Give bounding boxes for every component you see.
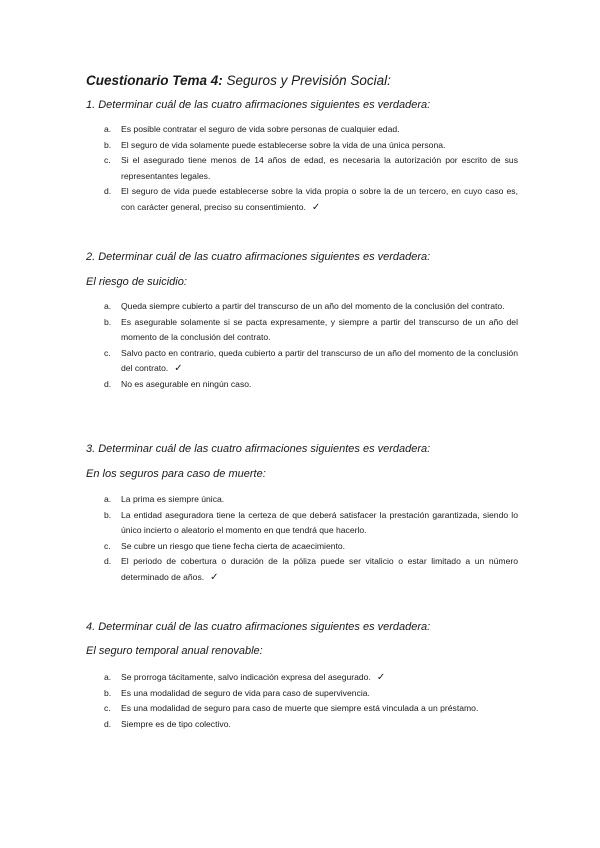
option-letter: a.: [104, 672, 112, 682]
option-text: [121, 701, 518, 717]
question-3-heading: 3. Determinar cuál de las cuatro afirmaciones siguientes es verdadera:: [86, 443, 431, 455]
question-1-heading: 1. Determinar cuál de las cuatro afirmaciones siguientes es verdadera:: [86, 99, 431, 111]
answer-option: [104, 492, 518, 508]
answer-option: [104, 184, 518, 215]
option-text: [121, 508, 518, 539]
option-text: [121, 539, 518, 555]
document-title: [86, 73, 391, 88]
option-letter: d.: [104, 718, 112, 729]
option-text-content: Queda siempre cubierto a partir del transcurso de un año del momento de la conclusión del contrato.: [121, 301, 505, 311]
question-3-subtitle: En los seguros para caso de muerte:: [86, 468, 266, 480]
option-letter: a.: [104, 124, 112, 134]
option-letter: c.: [104, 703, 111, 713]
option-text-content: Se cubre un riesgo que tiene fecha cierta de acaecimiento.: [121, 540, 346, 551]
question-4-heading: 4. Determinar cuál de las cuatro afirmaciones siguientes es verdadera:: [86, 621, 431, 633]
option-text-content: Salvo pacto en contrario, queda cubierto a partir del transcurso de un año del momento de la conclusión del contrato.: [121, 347, 518, 373]
check-mark-icon: ✓: [311, 201, 321, 213]
option-text: [121, 153, 518, 184]
option-text: [121, 315, 518, 346]
option-text: [121, 554, 518, 585]
option-text-content: El seguro de vida solamente puede establecerse sobre la vida de una única persona.: [121, 139, 446, 150]
option-text-content: Es posible contratar el seguro de vida sobre personas de cualquier edad.: [121, 124, 400, 134]
option-text: [121, 377, 518, 393]
title-rest: Seguros y Previsión Social:: [222, 73, 391, 88]
option-text: [121, 717, 518, 733]
option-text-content: Es una modalidad de seguro para caso de muerte que siempre está vinculada a un préstamo.: [121, 703, 479, 713]
option-text: [121, 346, 518, 377]
option-letter: d.: [104, 378, 112, 389]
option-text: [121, 122, 518, 138]
answer-option: [104, 315, 518, 346]
answer-option: [104, 701, 518, 717]
question-4-options: [104, 670, 518, 732]
option-text: [121, 184, 518, 215]
question-1-options: [104, 122, 518, 215]
option-text-content: El periodo de cobertura o duración de la póliza puede ser vitalicio o estar limitado a un número determinado de años.: [121, 556, 518, 582]
answer-option: [104, 686, 518, 702]
check-mark-icon: ✓: [376, 672, 386, 683]
check-mark-icon: ✓: [174, 363, 183, 374]
answer-option: [104, 153, 518, 184]
option-text: [121, 492, 518, 508]
option-letter: a.: [104, 301, 112, 311]
option-text-content: Siempre es de tipo colectivo.: [121, 718, 231, 729]
question-3-options: [104, 492, 518, 585]
answer-option: [104, 554, 518, 585]
option-text-content: Se prorroga tácitamente, salvo indicación expresa del asegurado.: [121, 672, 371, 682]
answer-option: [104, 377, 518, 393]
option-letter: a.: [104, 494, 112, 504]
answer-option: [104, 717, 518, 733]
answer-option: [104, 122, 518, 138]
option-text: [121, 686, 518, 702]
option-letter: b.: [104, 316, 112, 327]
option-letter: d.: [104, 556, 112, 566]
option-letter: c.: [104, 347, 111, 358]
answer-option: [104, 138, 518, 154]
question-2-subtitle: El riesgo de suicidio:: [86, 276, 187, 288]
option-text-content: Es una modalidad de seguro de vida para caso de supervivencia.: [121, 687, 370, 698]
option-text-content: La entidad aseguradora tiene la certeza de que deberá satisfacer la prestación garantizada, siendo lo único incierto o aleatorio el momento en que tendrá que hacerlo.: [121, 509, 518, 535]
answer-option: [104, 670, 518, 686]
answer-option: [104, 346, 518, 377]
option-text-content: Es asegurable solamente si se pacta expresamente, y siempre a partir del transcurso de un año del momento de la conclusión del contrato.: [121, 316, 518, 342]
option-text: [121, 138, 518, 154]
option-letter: b.: [104, 687, 112, 698]
answer-option: [104, 299, 518, 315]
option-text-content: El seguro de vida puede establecerse sobre la vida propia o sobre la de un tercero, en cuyo caso es, con carácter general, preciso su consentimiento.: [121, 186, 518, 212]
question-2-heading: 2. Determinar cuál de las cuatro afirmaciones siguientes es verdadera:: [86, 251, 431, 263]
option-letter: c.: [104, 540, 111, 551]
question-2-options: [104, 299, 518, 392]
question-4-subtitle: El seguro temporal anual renovable:: [86, 645, 263, 657]
option-letter: c.: [104, 155, 111, 165]
option-letter: b.: [104, 509, 112, 520]
option-text-content: La prima es siempre única.: [121, 494, 225, 504]
check-mark-icon: ✓: [210, 571, 219, 583]
option-letter: d.: [104, 186, 112, 196]
option-text-content: No es asegurable en ningún caso.: [121, 378, 252, 389]
option-text: [121, 670, 518, 686]
answer-option: [104, 539, 518, 555]
answer-option: [104, 508, 518, 539]
option-text-content: Si el asegurado tiene menos de 14 años de edad, es necesaria la autorización por escrito de sus representantes legales.: [121, 155, 518, 181]
title-bold: Cuestionario Tema 4:: [86, 73, 223, 88]
option-letter: b.: [104, 139, 112, 150]
option-text: [121, 299, 518, 315]
